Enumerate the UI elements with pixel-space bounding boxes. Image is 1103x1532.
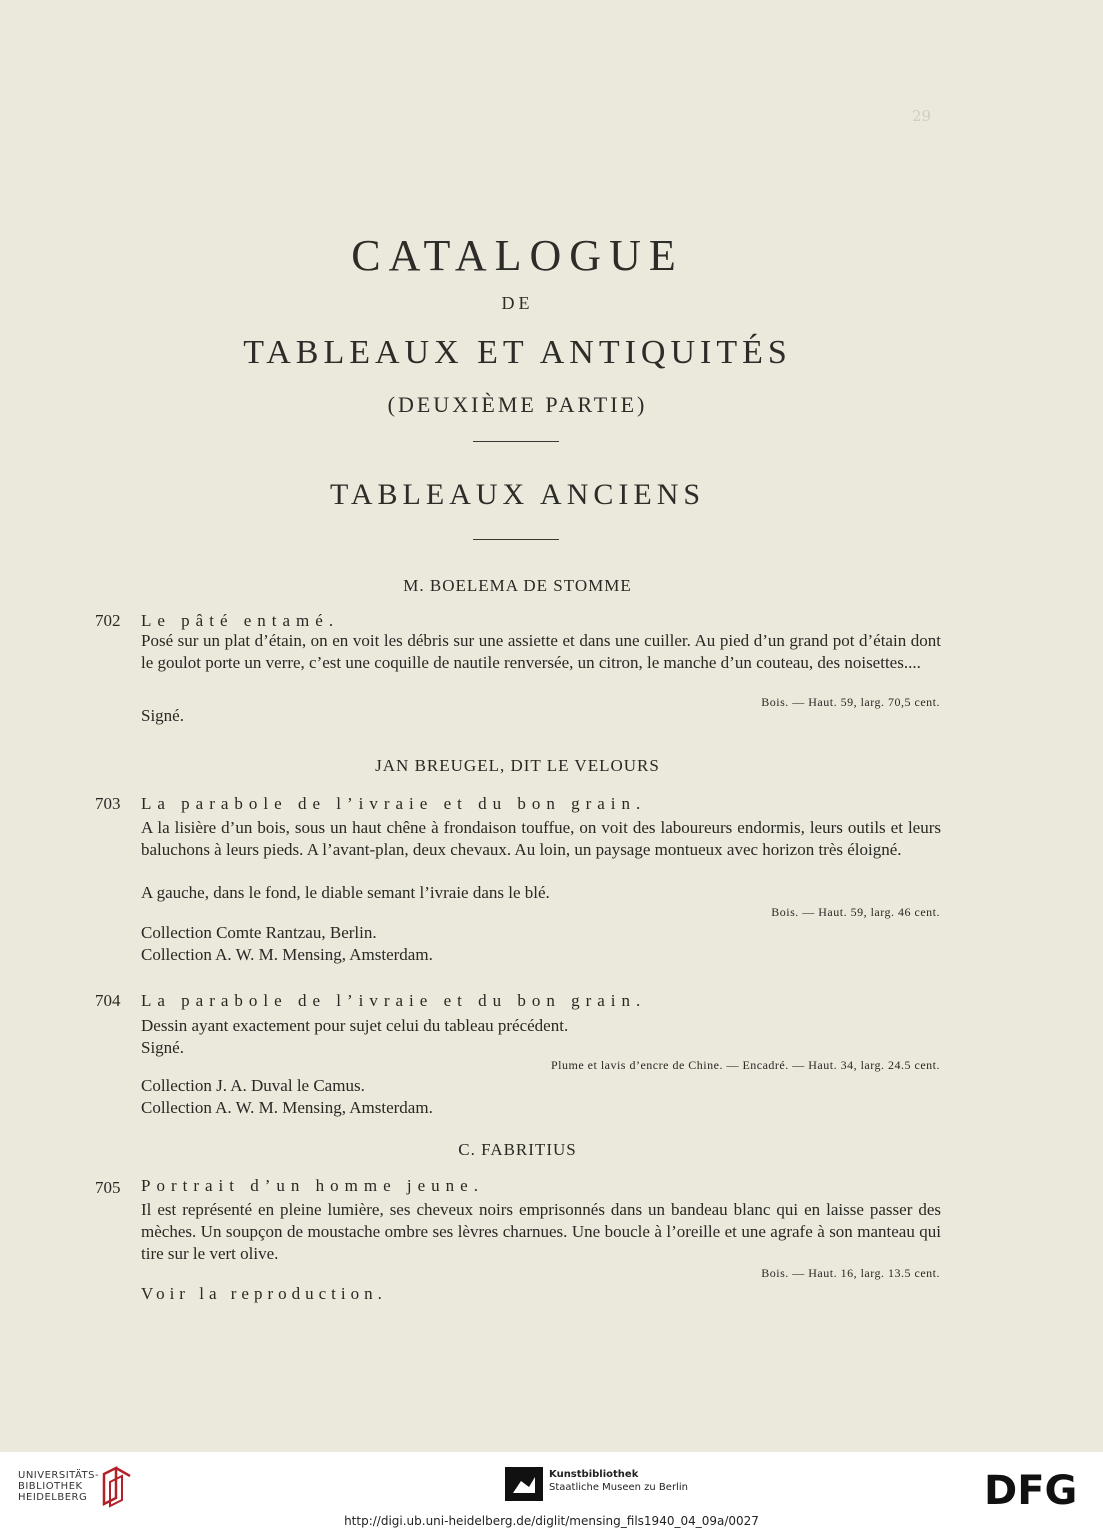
lot-signed: Signé. — [141, 706, 184, 725]
lot-title: La parabole de l’ivraie et du bon grain. — [141, 794, 647, 813]
university-line: HEIDELBERG — [18, 1492, 88, 1503]
lot-provenance: Collection Comte Rantzau, Berlin. — [141, 923, 377, 942]
lot-number: 704 — [95, 991, 121, 1010]
lot-number: 705 — [95, 1178, 121, 1197]
lot-description: A la lisière d’un bois, sous un haut chêne à frondaison touffue, on voit des laboureurs endormis, leurs outils et leurs baluchons à leurs pieds. A l’avant-plan, deux chevaux. Au loin, un paysage montueux avec horizon très éloigné. — [141, 818, 941, 859]
university-logo-icon[interactable] — [100, 1464, 134, 1508]
kb-subtitle: Staatliche Museen zu Berlin — [549, 1482, 688, 1493]
catalogue-subtitle: TABLEAUX ET ANTIQUITÉS — [243, 334, 792, 371]
lot-number: 702 — [95, 611, 121, 630]
artist-name: C. FABRITIUS — [458, 1140, 577, 1159]
university-line: UNIVERSITÄTS- — [18, 1470, 100, 1481]
lot-title: Le pâté entamé. — [141, 611, 340, 630]
lot-provenance: Collection A. W. M. Mensing, Amsterdam. — [141, 1098, 433, 1117]
artist-name: M. BOELEMA DE STOMME — [403, 576, 632, 595]
lot-dimensions: Plume et lavis d’encre de Chine. — Encadré. — Haut. 34, larg. 24.5 cent. — [550, 1058, 940, 1072]
lot-number: 703 — [95, 794, 121, 813]
divider-rule — [473, 539, 559, 540]
lot-description: Posé sur un plat d’étain, on en voit les débris sur une assiette et dans une cuiller. Au pied d’un grand pot d’étain dont le goulot porte un verre, c’est une coquille de nautile renversée, un citron, le manche d’un couteau, des noisettes.... — [141, 631, 941, 672]
lot-title: Portrait d’un homme jeune. — [141, 1176, 484, 1195]
lot-dimensions: Bois. — Haut. 59, larg. 46 cent. — [771, 905, 940, 919]
lot-provenance: Collection A. W. M. Mensing, Amsterdam. — [141, 945, 433, 964]
kunstbibliothek-logo-icon[interactable] — [505, 1467, 543, 1501]
lot-title: La parabole de l’ivraie et du bon grain. — [141, 991, 647, 1010]
kb-title: Kunstbibliothek — [549, 1469, 639, 1480]
catalogue-title: CATALOGUE — [351, 231, 684, 280]
artist-name: JAN BREUGEL, DIT LE VELOURS — [375, 756, 660, 775]
lot-dimensions: Bois. — Haut. 16, larg. 13.5 cent. — [761, 1266, 940, 1280]
title-de: DE — [501, 293, 534, 313]
dfg-logo[interactable]: DFG — [984, 1468, 1078, 1514]
source-url[interactable]: http://digi.ub.uni-heidelberg.de/diglit/mensing_fils1940_04_09a/0027 — [344, 1514, 759, 1528]
lot-description: Il est représenté en pleine lumière, ses cheveux noirs emprisonnés dans un bandeau blanc qui en laisse passer des mèches. Un soupçon de moustache ombre ses lèvres charnues. Une boucle à l’oreille et une agrafe à son manteau qui tire sur le vert olive. — [141, 1200, 941, 1263]
catalogue-part: (DEUXIÈME PARTIE) — [387, 392, 648, 417]
section-title: TABLEAUX ANCIENS — [329, 478, 706, 511]
university-library-name[interactable] — [18, 1470, 99, 1503]
divider-rule — [473, 441, 559, 442]
lot-description: Dessin ayant exactement pour sujet celui du tableau précédent. — [141, 1016, 569, 1035]
university-line: BIBLIOTHEK — [18, 1481, 83, 1492]
lot-provenance: Collection J. A. Duval le Camus. — [141, 1076, 365, 1095]
kunstbibliothek-name[interactable] — [549, 1468, 688, 1494]
lot-signed: Signé. — [141, 1038, 184, 1057]
lot-description-extra: A gauche, dans le fond, le diable semant l’ivraie dans le blé. — [141, 883, 550, 902]
lot-dimensions: Bois. — Haut. 59, larg. 70,5 cent. — [761, 695, 940, 709]
lot-note: Voir la reproduction. — [141, 1284, 387, 1303]
page-number: 29 — [912, 107, 932, 125]
